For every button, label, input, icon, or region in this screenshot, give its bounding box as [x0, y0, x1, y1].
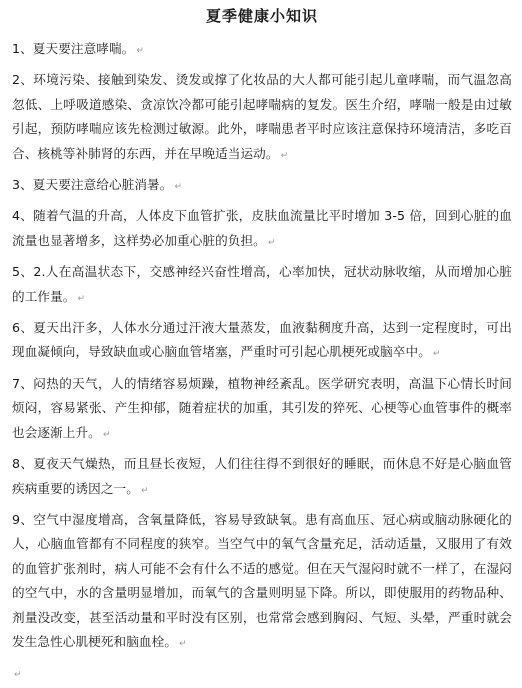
paragraph-text: 8、夏夜天气燥热，而且昼长夜短，人们往往得不到很好的睡眠，而休息不好是心脑血管疾病重要的诱因之一。 [12, 456, 512, 496]
paragraph-mark-icon: ↵ [267, 237, 276, 248]
paragraph-1 [12, 37, 512, 63]
paragraph-text: 2、环境污染、接触到染发、烫发或撑了化妆品的大人都可能引起儿童哮喘，而气温忽高忽低、上呼吸道感染、贪凉饮冷都可能引起哮喘病的复发。医生介绍，哮喘一般是由过敏引起，预防哮喘应该先检测过敏源。此外，哮喘患者平时应该注意保持环境清洁，多吃百合、核桃等补肺肾的东西，并在早晚适当运动。 [12, 72, 512, 161]
paragraph-text: 1、夏天要注意哮喘。 [12, 41, 135, 56]
document-title: 夏季健康小知识 [205, 7, 318, 25]
paragraph-8 [12, 452, 512, 503]
paragraph-7 [12, 372, 512, 447]
paragraph-mark-icon: ↵ [179, 638, 187, 649]
paragraph-mark-icon: ↵ [136, 46, 145, 56]
paragraph-9 [12, 508, 512, 656]
paragraph-2 [12, 68, 512, 168]
paragraph-text: 9、空气中湿度增高，含氧量降低，容易导致缺氧。患有高血压、冠心病或脑动脉硬化的人，心脑血管都有不同程度的狭窄。当空气中的氧气含量充足，活动适量，又服用了有效的血管扩张剂时，病人可能不会有什么不适的感觉。但在天气湿闷时就不一样了，在湿闷的空气中，水的含量明显增加，而氧气的含量则明显下降。所以，即使服用的药物品种、剂量没改变，甚至活动量和平时没有区别，也常常会感到胸闷、气短、头晕，严重时就会发生急性心肌梗死和脑血栓。 [12, 511, 512, 649]
paragraph-6 [12, 316, 512, 367]
paragraph-text: 7、闷热的天气，人的情绪容易烦躁，植物神经紊乱。医学研究表明，高温下心情长时间烦闷，容易紧张、产生抑郁，随着症状的加重，其引发的猝死、心梗等心血管事件的概率也会逐渐上升。 [12, 375, 512, 440]
paragraph-mark-icon: ↵ [280, 150, 289, 161]
paragraph-mark-icon: ↵ [102, 429, 111, 440]
paragraph-mark-icon: ↵ [174, 182, 183, 193]
paragraph-mark-icon: ↵ [14, 670, 22, 681]
paragraph-text: 6、夏天出汗多，人体水分通过汗液大量蒸发，血液黏稠度升高，达到一定程度时，可出现血凝倾向，导致缺血或心脑血管堵塞，严重时可引起心肌梗死或脑卒中。 [12, 320, 512, 360]
paragraph-5 [12, 260, 512, 311]
paragraph-mark-icon: ↵ [140, 485, 149, 496]
paragraph-text: 5、2.人在高温状态下，交感神经兴奋性增高，心率加快，冠状动脉收缩，从而增加心脏的工作量。 [12, 264, 512, 304]
paragraph-empty [12, 661, 512, 687]
paragraph-3 [12, 173, 512, 199]
paragraph-text: 3、夏天要注意给心脏消暑。 [12, 177, 173, 193]
paragraph-text: 4、随着气温的升高，人体皮下血管扩张，皮肤血流量比平时增加 3-5 倍，回到心脏的血流量也显著增多，这样势必加重心脏的负担。 [12, 208, 512, 248]
paragraph-mark-icon: ↵ [432, 349, 441, 360]
paragraph-mark-icon: ↵ [77, 293, 86, 304]
paragraph-4 [12, 204, 512, 255]
